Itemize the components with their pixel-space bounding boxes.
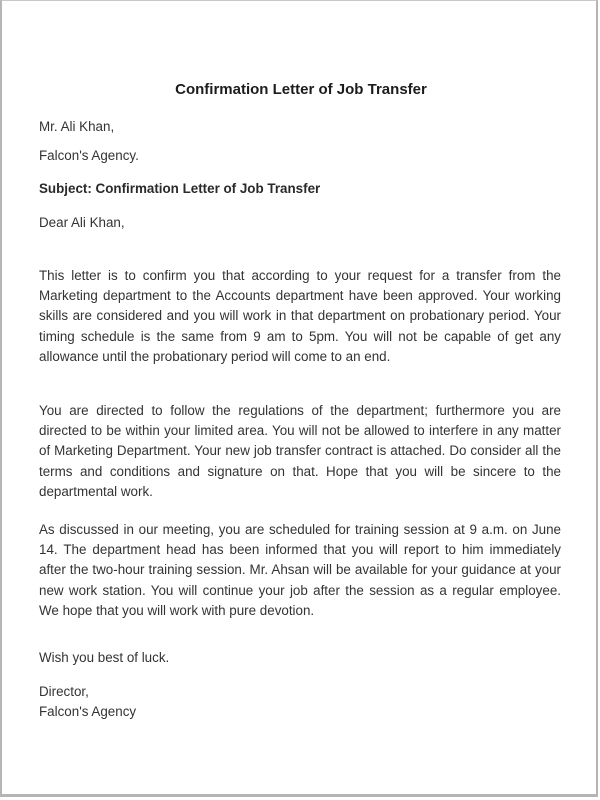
- recipient-name: Mr. Ali Khan,: [39, 119, 115, 134]
- recipient-company: Falcon's Agency.: [39, 148, 139, 163]
- signature-company: Falcon's Agency: [39, 704, 137, 719]
- signature-title: Director,: [39, 684, 89, 699]
- body-paragraph-1: This letter is to confirm you that according to your request for a transfer from the Marketing department to the Accounts department have been approved. Your working skills are considered and you will work in that department on probationary period. Your timing schedule is the same from 9 am to 5pm. You will not be capable of get any allowance until the probationary period will come to an end.: [39, 268, 561, 364]
- body-paragraph-2: You are directed to follow the regulations of the department; furthermore you are directed to be within your limited area. You will not be allowed to interfere in any matter of Marketing Department. Your new job transfer contract is attached. Do consider all the terms and conditions and signature on that. Hope that you will be sincere to the departmental work.: [39, 403, 561, 499]
- subject-line: Subject: Confirmation Letter of Job Transfer: [39, 181, 321, 196]
- salutation: Dear Ali Khan,: [39, 215, 125, 230]
- closing-line: Wish you best of luck.: [39, 650, 170, 665]
- letter-title: Confirmation Letter of Job Transfer: [175, 81, 427, 98]
- body-paragraph-3: As discussed in our meeting, you are scheduled for training session at 9 a.m. on June 14. The department head has been informed that you will report to him immediately after the two-hour training session. Mr. Ahsan will be available for your guidance at your new work station. You will continue your job after the session as a regular employee. We hope that you will work with pure devotion.: [39, 522, 561, 618]
